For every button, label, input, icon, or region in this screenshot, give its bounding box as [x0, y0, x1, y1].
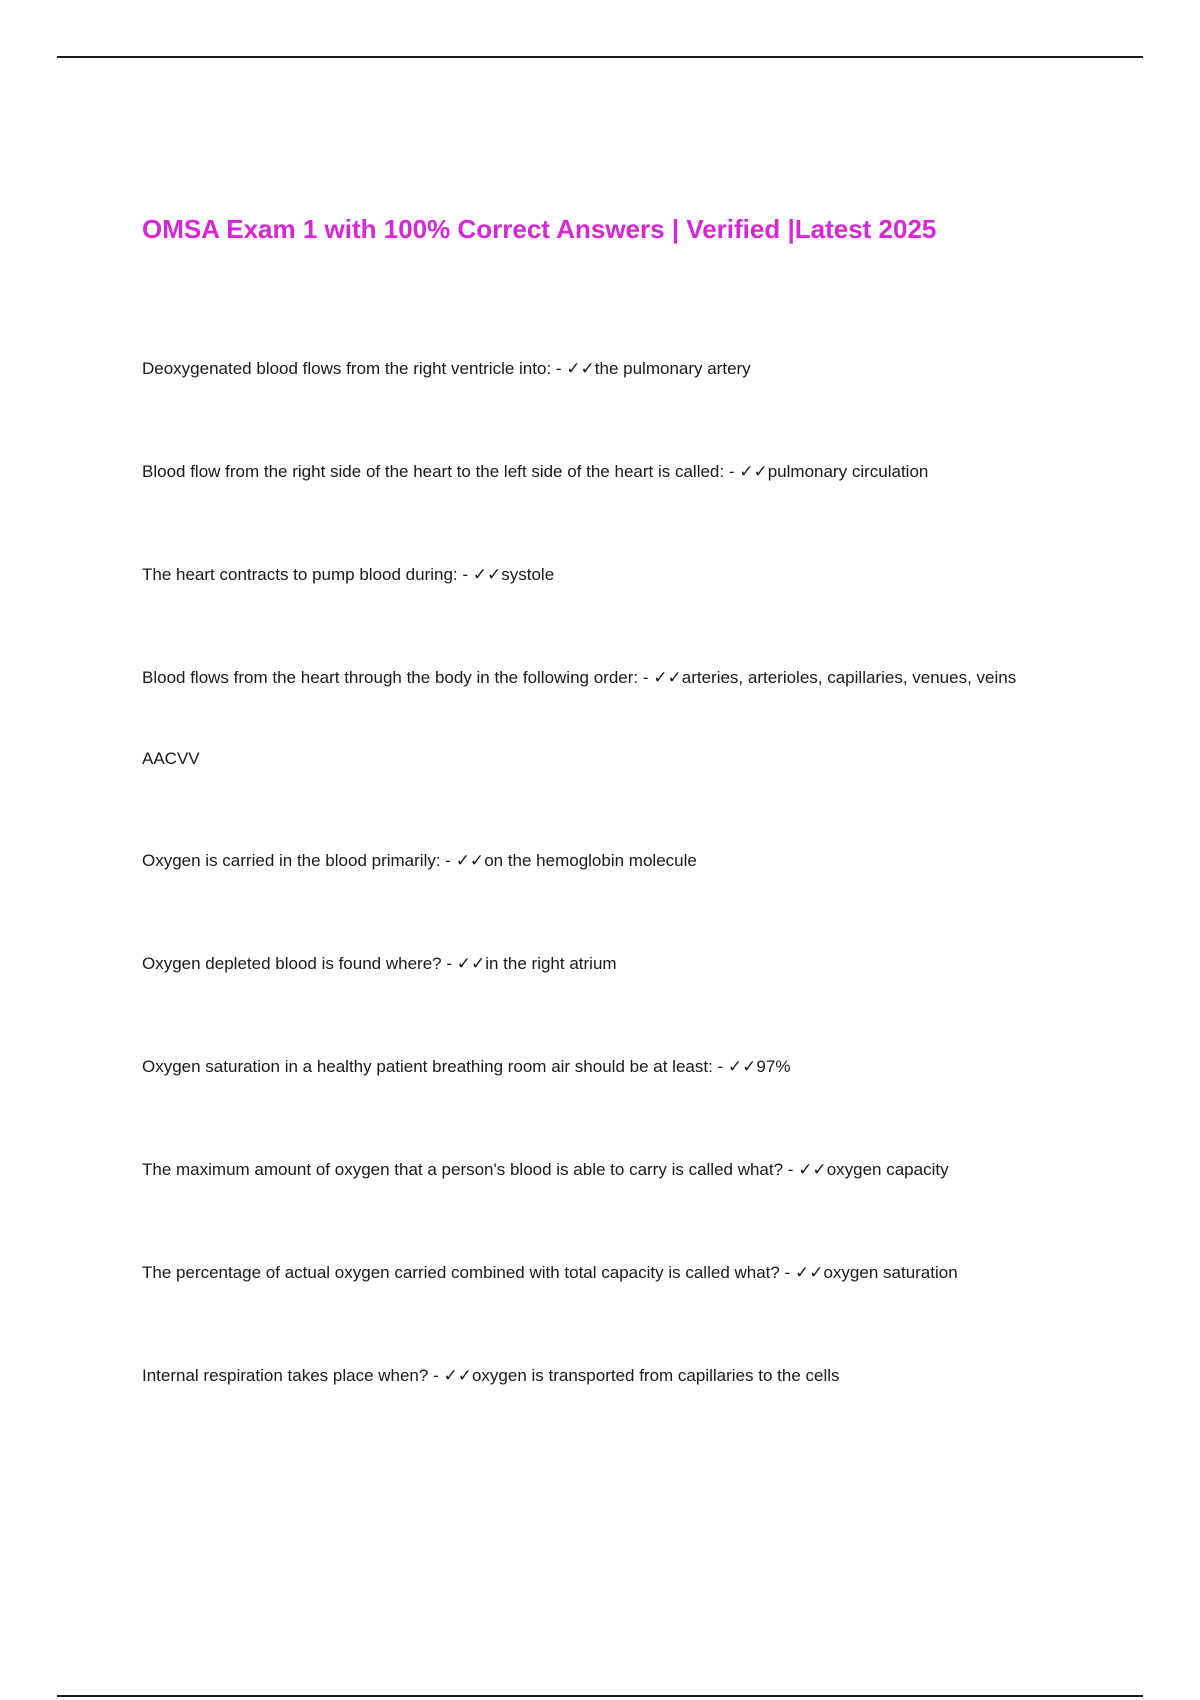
mnemonic-note: AACVV	[142, 749, 200, 768]
answer-text: arteries, arterioles, capillaries, venues, veins	[681, 668, 1017, 687]
question-text: Oxygen depleted blood is found where? -	[142, 954, 457, 973]
question-text: Internal respiration takes place when? -	[142, 1366, 444, 1385]
qa-item-2	[142, 456, 1062, 487]
check-marks-icon: ✓✓	[798, 1160, 827, 1179]
answer-text: systole	[501, 565, 555, 584]
check-marks-icon: ✓✓	[727, 1057, 757, 1076]
answer-text: oxygen saturation	[823, 1263, 958, 1282]
check-marks-icon: ✓✓	[443, 1366, 472, 1385]
qa-item-10	[142, 1360, 1062, 1391]
check-marks-icon: ✓✓	[739, 462, 768, 481]
qa-item-4	[142, 662, 1022, 693]
answer-text: in the right atrium	[485, 954, 617, 973]
top-rule	[57, 56, 1143, 58]
qa-item-3	[142, 559, 1062, 590]
question-text: Oxygen saturation in a healthy patient breathing room air should be at least: -	[142, 1057, 728, 1076]
question-text: Oxygen is carried in the blood primarily: -	[142, 851, 456, 870]
document-title: OMSA Exam 1 with 100% Correct Answers | Verified |Latest 2025	[142, 214, 937, 244]
answer-text: oxygen capacity	[826, 1160, 949, 1179]
bottom-rule	[57, 1695, 1143, 1697]
qa-item-8	[142, 1154, 1062, 1185]
check-marks-icon: ✓✓	[456, 954, 486, 973]
answer-text: 97%	[756, 1057, 791, 1076]
answer-text: oxygen is transported from capillaries to the cells	[471, 1366, 840, 1385]
check-marks-icon: ✓✓	[653, 668, 682, 687]
qa-item-9	[142, 1257, 1062, 1288]
question-text: The maximum amount of oxygen that a person's blood is able to carry is called what? -	[142, 1160, 799, 1179]
qa-item-5	[142, 845, 1062, 876]
question-text: The percentage of actual oxygen carried combined with total capacity is called what? -	[142, 1263, 795, 1282]
check-marks-icon: ✓✓	[794, 1263, 824, 1282]
qa-item-6	[142, 948, 1062, 979]
question-text: The heart contracts to pump blood during: -	[142, 565, 473, 584]
qa-item-1	[142, 353, 1062, 384]
question-text: Deoxygenated blood flows from the right ventricle into: -	[142, 359, 567, 378]
check-marks-icon: ✓✓	[566, 359, 595, 378]
check-marks-icon: ✓✓	[472, 565, 502, 584]
answer-text: pulmonary circulation	[767, 462, 929, 481]
answer-text: the pulmonary artery	[594, 359, 751, 378]
check-marks-icon: ✓✓	[455, 851, 485, 870]
qa-item-7	[142, 1051, 1062, 1082]
question-text: Blood flow from the right side of the heart to the left side of the heart is called: -	[142, 462, 740, 481]
question-text: Blood flows from the heart through the body in the following order: -	[142, 668, 654, 687]
answer-text: on the hemoglobin molecule	[484, 851, 697, 870]
